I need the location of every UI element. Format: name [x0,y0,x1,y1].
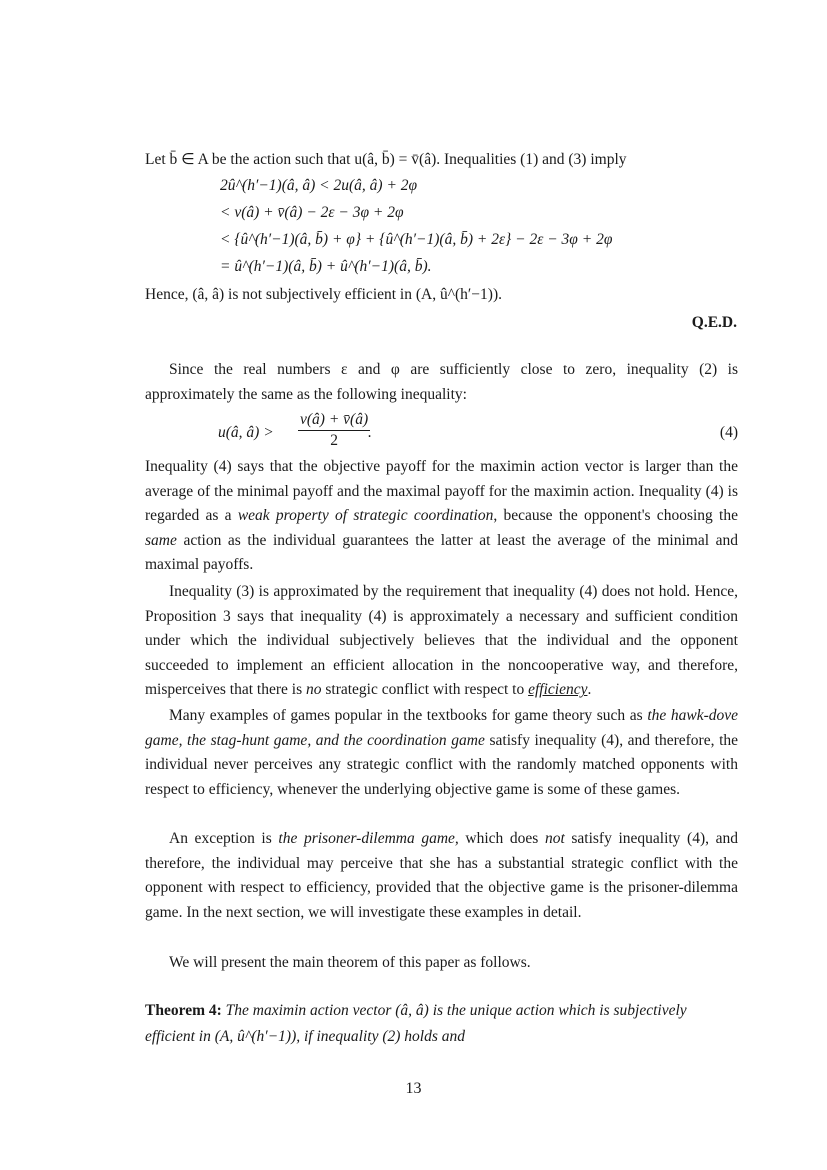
paragraph-2-emphasis-1: weak property of strategic coordination [237,507,494,525]
paragraph-1-text: Since the real numbers ε and φ are sufficiently close to zero, inequality (2) is approximately the same as the following inequality: [145,361,738,403]
equation-4-denominator: 2 [330,432,338,449]
paragraph-2-part-1: Inequality (4) says that the objective payoff for the maximin action vector is larger than the average of the minimal payoff and the maximal payoff for the maximin action. Inequality (4) is regarded as a [145,458,738,525]
paragraph-5-part-2: which does [458,830,545,847]
theorem-4-heading: Theorem 4: [145,1002,222,1019]
paragraph-4-text [145,704,738,802]
paragraph-3-emphasis-2: efficiency [528,681,588,699]
equation-4-tag: (4) [719,424,738,441]
equation-4-fraction [298,410,370,451]
paragraph-3-emphasis-1: no [305,681,322,699]
theorem-4 [145,998,738,1050]
paragraph-5-text [145,827,738,925]
paragraph-6-text: We will present the main theorem of this paper as follows. [169,954,531,971]
intro-line: Let b̄ ∈ A be the action such that u(â, b̄) = v̄(â). Inequalities (1) and (3) imply [145,151,627,168]
paragraph-4-emphasis-1: the hawk-dove game, the stag-hunt game, and the coordination game [145,707,738,749]
paragraph-3-part-1: Inequality (3) is approximated by the requirement that inequality (4) does not hold. Hence, Proposition 3 says that inequality (4) is approximately a necessary and sufficient condition under which the individual subjectively believes that the individual and the opponent succeeded to implement an efficient allocation in the noncooperative way, and therefore, misperceives that there is [145,583,738,699]
paragraph-5 [145,827,738,925]
paragraph-5-emphasis-1: the prisoner-dilemma game, [278,830,459,847]
paragraph-5-part-3: satisfy inequality (4), and therefore, the individual may perceive that she has a substantial strategic conflict with the opponent with respect to efficiency, provided that the objective game is the prisoner-dilemma game. In the next section, we will investigate these examples in detail. [145,830,738,921]
paragraph-4 [145,704,738,802]
paragraph-3-text [145,580,738,703]
equation-4-lhs: u(â, â) > [218,424,274,441]
paragraph-1 [145,358,738,407]
qed-mark: Q.E.D. [691,314,737,331]
paragraph-2-part-2: , because the opponent's choosing the [493,507,738,525]
theorem-4-statement: The maximin action vector (â, â) is the unique action which is subjectively efficient in (A, û^(h′−1)), if inequality (2) holds and [145,1002,687,1045]
hence-line: Hence, (â, â) is not subjectively efficient in (A, û^(h′−1)). [145,286,502,303]
paragraph-2-emphasis-2: same [145,531,177,549]
derivation-line-1: 2û^(h′−1)(â, â) < 2u(â, â) + 2φ [220,177,418,194]
paragraph-4-part-1: Many examples of games popular in the textbooks for game theory such as [169,707,648,724]
paragraph-5-part-1: An exception is [169,830,279,847]
paragraph-2-text [145,455,738,578]
paragraph-5-emphasis-2: not [544,830,565,847]
page-number: 13 [405,1080,422,1097]
paragraph-3-part-3: . [587,681,592,699]
paragraph-3-part-2: strategic conflict with respect to [321,681,529,699]
derivation-line-4: = û^(h′−1)(â, b̄) + û^(h′−1)(â, b̄). [220,258,432,275]
paragraph-4-part-2: satisfy inequality (4), and therefore, the individual never perceives any strategic conflict with the randomly matched opponents with respect to efficiency, whenever the underlying objective game is some of these games. [145,731,739,798]
equation-4-end: . [368,424,372,441]
equation-4-numerator: v(â) + v̄(â) [298,410,370,431]
derivation-line-2: < v(â) + v̄(â) − 2ε − 3φ + 2φ [220,204,404,221]
paragraph-2 [145,455,738,578]
derivation-line-3: < {û^(h′−1)(â, b̄) + φ} + {û^(h′−1)(â, b̄) + 2ε} − 2ε − 3φ + 2φ [220,231,613,248]
paragraph-6 [145,951,738,976]
paragraph-2-part-3: action as the individual guarantees the latter at least the average of the minimal and maximal payoffs. [145,531,738,574]
paragraph-3 [145,580,738,703]
equation-4 [218,410,738,460]
